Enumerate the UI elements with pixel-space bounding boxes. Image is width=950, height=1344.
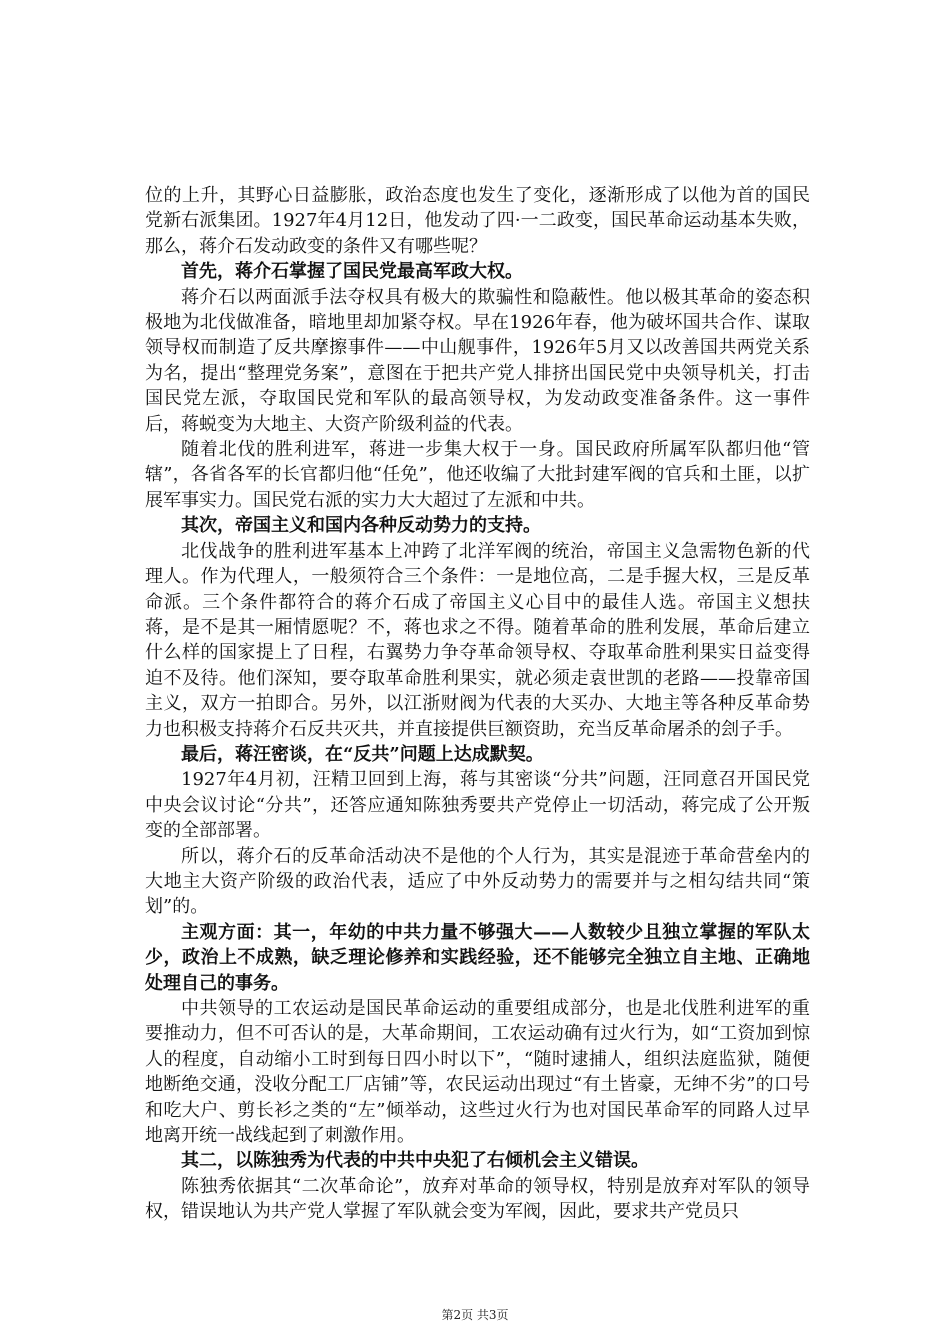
body-paragraph: 位的上升，其野心日益膨胀，政治态度也发生了变化，逐渐形成了以他为首的国民党新右派集团。1927年4月12日，他发动了四·一二政变，国民革命运动基本失败，那么，蒋介石发动政变的条件又有哪些呢？ (145, 185, 810, 257)
section-heading: 首先，蒋介石掌握了国民党最高军政大权。 (181, 261, 523, 283)
section-heading: 最后，蒋汪密谈，在“反共”问题上达成默契。 (181, 743, 544, 765)
body-paragraph: 北伐战争的胜利进军基本上冲跨了北洋军阀的统治，帝国主义急需物色新的代理人。作为代理人，一般须符合三个条件：一是地位高，二是手握大权，三是反革命派。三个条件都符合的蒋介石成了帝国主义心目中的最佳人选。帝国主义想扶蒋，是不是其一厢情愿呢？不，蒋也求之不得。随着革命的胜利发展，革命后建立什么样的国家提上了日程，右翼势力争夺革命领导权、夺取革命胜利果实日益变得迫不及待。他们深知，要夺取革命胜利果实，就必须走袁世凯的老路——投靠帝国主义，双方一拍即合。另外，以江浙财阀为代表的大买办、大地主等各种反革命势力也积极支持蒋介石反共灭共，并直接提供巨额资助，充当反革命屠杀的刽子手。 (145, 540, 810, 740)
body-paragraph: 中共领导的工农运动是国民革命运动的重要组成部分，也是北伐胜利进军的重要推动力，但不可否认的是，大革命期间，工农运动确有过火行为，如“工资加到惊人的程度，自动缩小工时到每日四小时以下”，“随时逮捕人，组织法庭监狱，随便地断绝交通，没收分配工厂店铺”等，农民运动出现过“有土皆豪，无绅不劣”的口号和吃大户、剪长衫之类的“左”倾举动，这些过火行为也对国民革命军的同路人过早地离开统一战线起到了刺激作用。 (145, 998, 810, 1147)
section-heading: 其二，以陈独秀为代表的中共中央犯了右倾机会主义错误。 (181, 1150, 649, 1172)
body-paragraph: 随着北伐的胜利进军，蒋进一步集大权于一身。国民政府所属军队都归他“管辖”，各省各军的长官都归他“任免”，他还收编了大批封建军阀的官兵和土匪，以扩展军事实力。国民党右派的实力大大超过了左派和中共。 (145, 439, 810, 511)
document-body (145, 183, 810, 1225)
body-paragraph: 1927年4月初，汪精卫回到上海，蒋与其密谈“分共”问题，汪同意召开国民党中央会议讨论“分共”，还答应通知陈独秀要共产党停止一切活动，蒋完成了公开叛变的全部部署。 (145, 769, 810, 842)
body-paragraph: 陈独秀依据其“二次革命论”，放弃对革命的领导权，特别是放弃对军队的领导权，错误地认为共产党人掌握了军队就会变为军阀，因此，要求共产党员只 (145, 1175, 810, 1223)
body-paragraph: 蒋介石以两面派手法夺权具有极大的欺骗性和隐蔽性。他以极其革命的姿态积极地为北伐做准备，暗地里却加紧夺权。早在1926年春，他为破坏国共合作、谋取领导权而制造了反共摩擦事件——中山舰事件，1926年5月又以改善国共两党关系为名，提出“整理党务案”，意图在于把共产党人排挤出国民党中央领导机关，打击国民党左派，夺取国民党和军队的最高领导权，为发动政变准备条件。这一事件后，蒋蜕变为大地主、大资产阶级利益的代表。 (145, 286, 810, 435)
section-heading: 主观方面：其一，年幼的中共力量不够强大——人数较少且独立掌握的军队太少，政治上不成熟，缺乏理论修养和实践经验，还不能够完全独立自主地、正确地处理自己的事务。 (145, 921, 810, 994)
section-heading: 其次，帝国主义和国内各种反动势力的支持。 (181, 515, 541, 537)
page-number-label: 第2页 共3页 (441, 1308, 509, 1322)
body-paragraph: 所以，蒋介石的反革命活动决不是他的个人行为，其实是混迹于革命营垒内的大地主大资产阶级的政治代表，适应了中外反动势力的需要并与之相勾结共同“策划”的。 (145, 845, 810, 918)
page-footer (0, 1307, 950, 1323)
